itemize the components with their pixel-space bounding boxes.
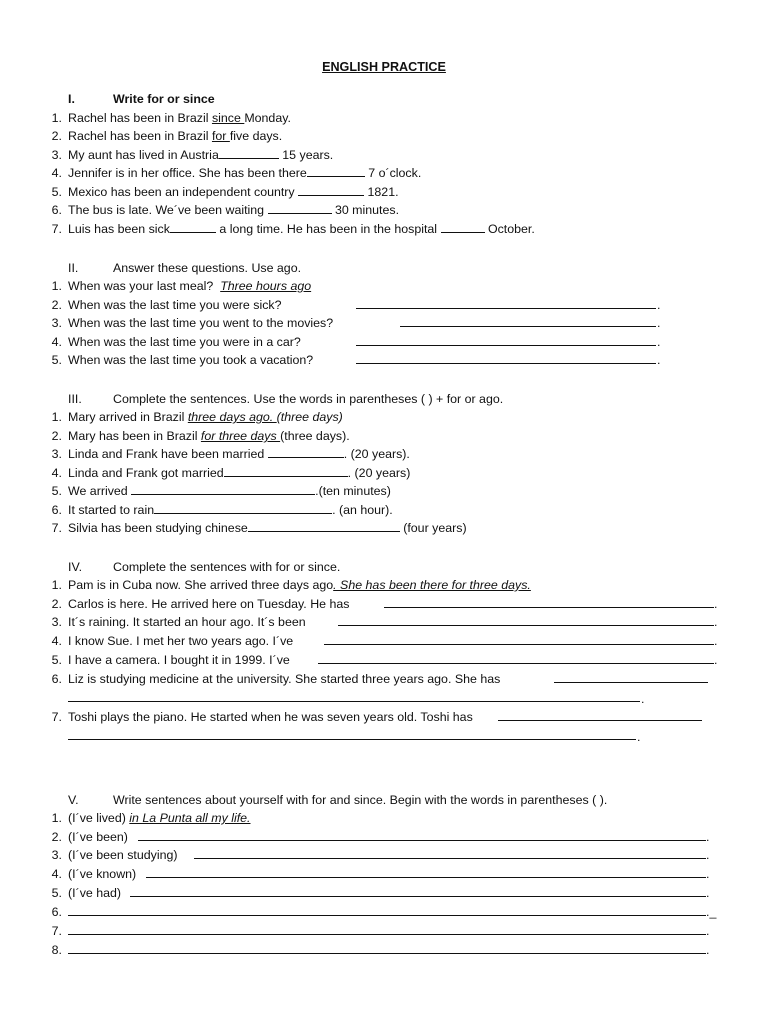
s3-item-6 [51,501,393,519]
item-number: 2. [51,429,62,443]
item-number: 5. [51,653,62,667]
line-end-period: . [706,867,710,881]
item-number: 4. [51,166,62,180]
item-text: I have a camera. I bought it in 1999. I´ve [68,653,290,667]
section-4-heading: Complete the sentences with for or since. [113,560,341,574]
s1-item-2 [51,127,283,145]
s1-item-1 [51,109,291,127]
line-end-period: ._ [706,905,717,919]
item-hint: . (20 years) [347,466,411,480]
s1-item-6 [51,201,400,219]
answer-blank[interactable] [68,922,706,935]
item-number: 3. [51,316,62,330]
item-number: 6. [51,905,62,919]
item-text-end: 7 o´clock. [364,166,422,180]
answer-blank[interactable] [400,314,656,327]
line-end-period: . [657,316,661,330]
item-text-end: October. [484,222,535,236]
line-end-period: . [714,615,718,629]
item-number: 5. [51,484,62,498]
item-text: (I´ve lived) [68,811,130,825]
item-text: Luis has been sick [68,222,170,236]
item-text-end: 15 years. [278,148,334,162]
item-hint: (three days) [276,410,343,424]
item-number: 1. [51,279,62,293]
s5-item-7 [51,922,718,940]
section-3-roman: III. [68,392,82,406]
s5-item-5 [51,884,718,902]
s1-item-7 [51,220,535,238]
question-text: When was the last time you took a vacation? [68,353,314,367]
answer-blank-continuation[interactable] [68,700,640,702]
item-text: My aunt has lived in Austria [68,148,219,162]
s1-item-3 [51,146,334,164]
answer-blank[interactable] [356,351,656,364]
answer-blank[interactable] [138,828,706,841]
line-end-period: . [706,924,710,938]
answer-blank[interactable] [384,595,714,608]
line-end-period: . [714,653,718,667]
item-text-end: 1821. [364,185,399,199]
item-text: It´s raining. It started an hour ago. It´s been [68,615,306,629]
item-text: We arrived [68,484,132,498]
s4-item-2 [51,595,718,613]
section-3-header [0,390,768,408]
item-hint: .(ten minutes) [315,484,391,498]
item-number: 3. [51,148,62,162]
s4-item-4 [51,632,718,650]
s1-item-5 [51,183,399,201]
item-text: Silvia has been studying chinese [68,521,248,535]
item-number: 1. [51,578,62,592]
item-number: 3. [51,615,62,629]
answer-blank[interactable] [194,846,706,859]
item-answer: for three days [200,429,281,443]
item-answer: since [211,111,245,125]
answer-blank[interactable] [554,670,708,683]
item-text: Mexico has been an independent country [68,185,299,199]
s4-item-5 [51,651,718,669]
item-number: 7. [51,924,62,938]
line-end-period: . [714,634,718,648]
s4-item-1 [51,576,531,594]
item-number: 5. [51,185,62,199]
item-text: It started to rain [68,503,155,517]
item-number: 2. [51,129,62,143]
answer-blank[interactable] [224,464,348,477]
item-text: Linda and Frank have been married [68,447,268,461]
section-4-roman: IV. [68,560,83,574]
line-end-period: . [706,830,710,844]
s2-item-4 [51,333,668,351]
answer-blank[interactable] [338,613,714,626]
item-hint: . (20 years). [343,447,410,461]
answer-blank[interactable] [441,220,485,233]
line-end-period: . [706,848,710,862]
item-text-end: five days. [229,129,283,143]
item-number: 1. [51,111,62,125]
item-number: 5. [51,353,62,367]
section-5-heading: Write sentences about yourself with for and since. Begin with the words in parentheses ( ). [113,793,608,807]
item-text: Toshi plays the piano. He started when he was seven years old. Toshi has [68,710,473,724]
item-hint: (three days). [280,429,350,443]
answer-blank[interactable] [170,220,216,233]
section-1-header [0,90,768,108]
item-text: Mary has been in Brazil [68,429,201,443]
question-text: When was the last time you went to the movies? [68,316,334,330]
item-hint: . (an hour). [332,503,393,517]
line-end-period: . [706,943,710,957]
page-title: ENGLISH PRACTICE [322,60,446,74]
s2-item-5 [51,351,668,369]
s3-item-1 [51,408,343,426]
section-5-roman: V. [68,793,79,807]
line-end-period: . [657,335,661,349]
item-number: 4. [51,867,62,881]
item-text: I know Sue. I met her two years ago. I´ve [68,634,294,648]
item-number: 1. [51,811,62,825]
s5-item-2 [51,828,718,846]
item-text: The bus is late. We´ve been waiting [68,203,268,217]
item-number: 4. [51,335,62,349]
item-number: 8. [51,943,62,957]
item-number: 6. [51,672,62,686]
s3-item-2 [51,427,350,445]
line-end-period: . [637,730,641,744]
answer-blank[interactable] [131,482,315,495]
item-number: 3. [51,848,62,862]
section-3-heading: Complete the sentences. Use the words in parentheses ( ) + for or ago. [113,392,504,406]
section-2-header [0,259,768,277]
answer-blank[interactable] [68,903,706,916]
answer-blank[interactable] [324,632,714,645]
item-answer: three days ago. [187,410,277,424]
item-number: 1. [51,410,62,424]
s5-item-3 [51,846,718,864]
answer-blank[interactable] [130,884,706,897]
s3-item-3 [51,445,410,463]
s5-item-6 [51,903,728,921]
line-end-period: . [714,597,718,611]
answer-blank[interactable] [219,146,279,159]
item-number: 3. [51,447,62,461]
item-text: Mary arrived in Brazil [68,410,188,424]
s3-item-7 [51,519,467,537]
answer-blank[interactable] [68,941,706,954]
answer-blank[interactable] [268,201,332,214]
line-end-period: . [706,886,710,900]
section-1-heading: Write for or since [113,92,215,106]
line-end-period: . [657,298,661,312]
s4-item-7 [51,708,718,726]
s5-item-8 [51,941,718,959]
item-number: 6. [51,203,62,217]
item-answer: for [211,129,230,143]
item-number: 4. [51,466,62,480]
line-end-period: . [657,353,661,367]
answer-blank[interactable] [356,296,656,309]
item-number: 7. [51,222,62,236]
s2-item-3 [51,314,668,332]
item-answer: in La Punta all my life. [129,811,251,825]
item-number: 2. [51,298,62,312]
item-number: 2. [51,597,62,611]
answer-blank-continuation[interactable] [68,738,636,740]
section-5-header [0,791,768,809]
section-4-header [0,558,768,576]
item-hint: (four years) [399,521,467,535]
answer-blank[interactable] [248,519,400,532]
item-text: (I´ve been) [68,830,128,844]
question-text: When was your last meal? [68,279,214,293]
s5-item-4 [51,865,718,883]
line-end-period: . [641,692,645,706]
item-answer: Three hours ago [220,279,312,293]
item-number: 7. [51,521,62,535]
answer-blank[interactable] [307,164,365,177]
s5-item-1 [51,809,251,827]
item-number: 2. [51,830,62,844]
answer-blank[interactable] [318,651,714,664]
item-text: (I´ve had) [68,886,122,900]
s2-item-1 [51,277,312,295]
answer-blank[interactable] [268,445,344,458]
item-text: Linda and Frank got married [68,466,224,480]
s1-item-4 [51,164,422,182]
item-number: 5. [51,886,62,900]
question-text: When was the last time you were in a car? [68,335,301,349]
s4-item-3 [51,613,718,631]
s2-item-2 [51,296,668,314]
question-text: When was the last time you were sick? [68,298,282,312]
answer-blank[interactable] [146,865,706,878]
item-text-end: 30 minutes. [331,203,400,217]
answer-blank[interactable] [154,501,332,514]
item-text: Jennifer is in her office. She has been there [68,166,307,180]
item-text: Liz is studying medicine at the university. She started three years ago. She has [68,672,501,686]
answer-blank[interactable] [298,183,364,196]
s3-item-4 [51,464,411,482]
item-text-end: Monday. [244,111,291,125]
section-1-roman: I. [68,92,75,106]
section-2-roman: II. [68,261,79,275]
item-text-mid: a long time. He has been in the hospital [215,222,441,236]
item-text: (I´ve known) [68,867,137,881]
item-number: 6. [51,503,62,517]
s4-item-6 [51,670,718,688]
item-text: (I´ve been studying) [68,848,178,862]
item-text: Rachel has been in Brazil [68,111,212,125]
item-text: Carlos is here. He arrived here on Tuesday. He has [68,597,350,611]
section-2-heading: Answer these questions. Use ago. [113,261,302,275]
s3-item-5 [51,482,391,500]
item-number: 7. [51,710,62,724]
item-text: Pam is in Cuba now. She arrived three days ago [68,578,334,592]
answer-blank[interactable] [498,708,702,721]
item-text: Rachel has been in Brazil [68,129,212,143]
item-answer: . She has been there for three days. [333,578,531,592]
item-number: 4. [51,634,62,648]
answer-blank[interactable] [356,333,656,346]
